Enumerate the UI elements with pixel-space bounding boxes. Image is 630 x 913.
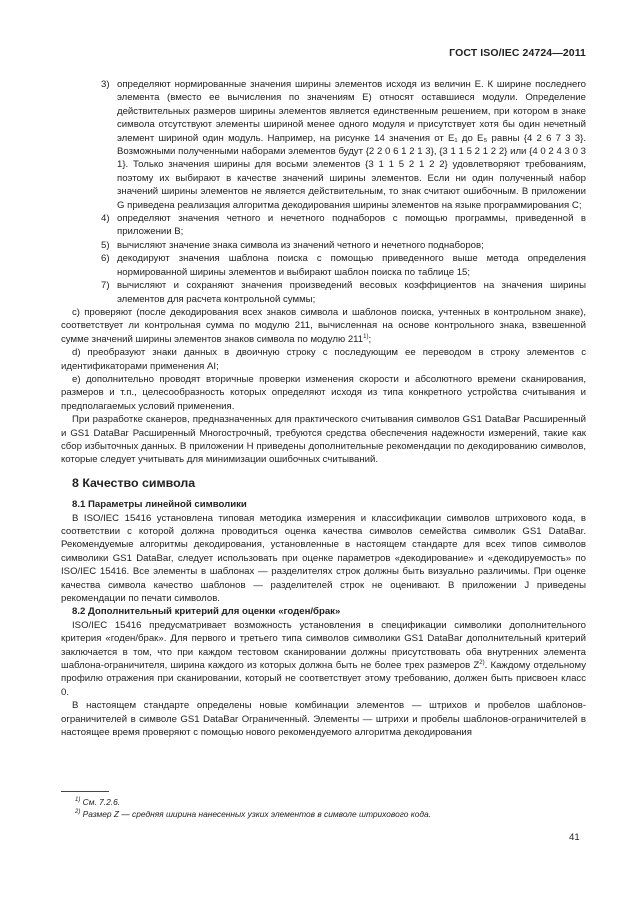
list-item-number: 7) [101,280,110,292]
running-header: ГОСТ ISO/IEC 24724—2011 [449,47,586,59]
list-item [61,252,586,279]
footnote-divider [61,791,109,792]
list-item-text: вычисляют значение знака символа из значений четного и нечетного поднаборов; [117,239,484,251]
paragraph-e: e) дополнительно проводят вторичные проверки изменения скорости и абсолютного времени сканирования, размеров и т.п., целесообразность которых определяют исходя из типа конкретного устройства считывания и предполагаемых условий применения. [61,373,586,412]
page-number: 41 [569,832,580,843]
footnote-2: $^{2)}$ Размер Z — средняя ширина нанесенных узких элементов в символе штрихового кода. [75,809,431,819]
list-item [61,78,586,212]
list-item-number: 5) [101,239,110,251]
subsection-8-2-text-2: В настоящем стандарте определены новые комбинации элементов — штрихов и пробелов шаблонов-ограничителей в символе GS1 DataBar Ограниченный. Элементы — штрихи и пробелы шаблонов-ограничителей в настоящее время проверяют с помощью нового рекомендуемого алгоритма декодирования [61,700,586,739]
section-8-heading: 8 Качество символа [72,475,196,490]
decoding-steps-list [61,78,586,306]
list-item-number: 3) [101,79,110,90]
footnote-ref-1[interactable]: 1) [363,333,369,340]
list-item-text: определяют нормированные значения ширины элементов исходя из величин E. К ширине последнего элемента (вместо ее вычисления по значениям E) относят оставшиеся модули. Определение действительных размеров ширины элементов является единственным решением, при котором в знаке символа отсутствуют элементы шириной менее одного модуля и присутствует хотя бы один нечетный элемент шириной один модуль. Например, на рисунке 14 значения от E₁ до E₅ равны {4 2 6 7 3 3}. Возможными полученными наборами элементов будут {2 2 0 6 1 2 1 3}, {3 1 1 5 2 1 2 2} или {4 0 2 4 3 0 3 1}. Только значения ширины для восьми элементов {3 1 1 5 2 1 2 2} удовлетворяют требованиям, поэтому их выбирают в качестве значений ширины элементов. Если ни один полученный набор значений ширины элементов не является действительным, то знак считают ошибочным. В приложении G приведена реализация алгоритма декодирования ширины элементов на языке программирования С; [117,79,586,211]
footnote-1: $^{1)}$ См. 7.2.6. [75,797,121,807]
paragraph-c: c) проверяют (после декодирования всех знаков символа и шаблонов поиска, учтенных в контрольном знаке), соответствует ли контрольная сумма по модулю 211, вычисленная на основе контрольного знака, взвешенной сумме значений ширины элементов знаков символа по модулю 211$^{1)}$; [61,306,586,345]
list-item-text: декодируют значения шаблона поиска с помощью приведенного выше метода определения нормированной ширины элементов и выбирают шаблон поиска по таблице 15; [117,253,586,278]
footnote-ref-2[interactable]: 2) [479,659,485,666]
list-item-number: 6) [101,253,110,265]
subsection-8-2-text: ISO/IEC 15416 предусматривает возможность установления в спецификации символики дополнительного критерия «годен/брак». Для первого и третьего типа символов символики GS1 DataBar дополнительный критерий заключается в том, что при каждом тестовом сканировании должны присутствовать оба внутренних элемента шаблона-ограничителя, ширина каждого из которых должна быть не более трех размеров $Z^{2)}$. Каждому отдельному профилю отражения при сканировании, который не соответствует этому требованию, должен быть присвоен класс 0. [61,619,586,698]
footnote-mark: 1) [75,797,81,804]
list-item [61,212,586,239]
subsection-8-1-heading: 8.1 Параметры линейной символики [72,499,247,511]
subsection-8-2-heading: 8.2 Дополнительный критерий для оценки «годен/брак» [72,606,341,618]
list-item-number: 4) [101,213,110,225]
paragraph-scanners: При разработке сканеров, предназначенных для практического считывания символов GS1 DataBar Расширенный и GS1 DataBar Расширенный Многострочный, требуются средства обеспечения надежности измерений, такие как сбор избыточных данных. В приложении H приведены дополнительные рекомендации по декодированию символов, которые следует учитывать для минимизации ошибочных считываний. [61,414,586,466]
footnote-mark: 2) [75,809,81,816]
list-item-text: определяют значения четного и нечетного поднаборов с помощью программы, приведенной в приложении B; [117,213,586,238]
page-body [61,78,586,740]
subsection-8-1-text: В ISO/IEC 15416 установлена типовая методика измерения и классификации символов штрихового кода, в соответствии с которой должна проводиться оценка качества символов семейства символик GS1 DataBar. Рекомендуемые алгоритмы декодирования, установленные в настоящем стандарте для всех типов символов символики GS1 DataBar, следует использовать при оценке параметров «декодирование» и «декодируемость» по ISO/IEC 15416. Все элементы в шаблонах — разделителях строк должны быть визуально различимы. При оценке качества символа качество шаблонов — разделителей строк не оценивают. В приложении J приведены рекомендации по печати символов. [61,512,586,605]
list-item-text: вычисляют и сохраняют значения произведений весовых коэффициентов на значения ширины элементов для расчета контрольной суммы; [117,280,586,305]
list-item [61,239,586,252]
paragraph-d: d) преобразуют знаки данных в двоичную строку с последующим ее переводом в строку элементов с идентификаторами применения AI; [61,347,586,372]
list-item [61,279,586,306]
